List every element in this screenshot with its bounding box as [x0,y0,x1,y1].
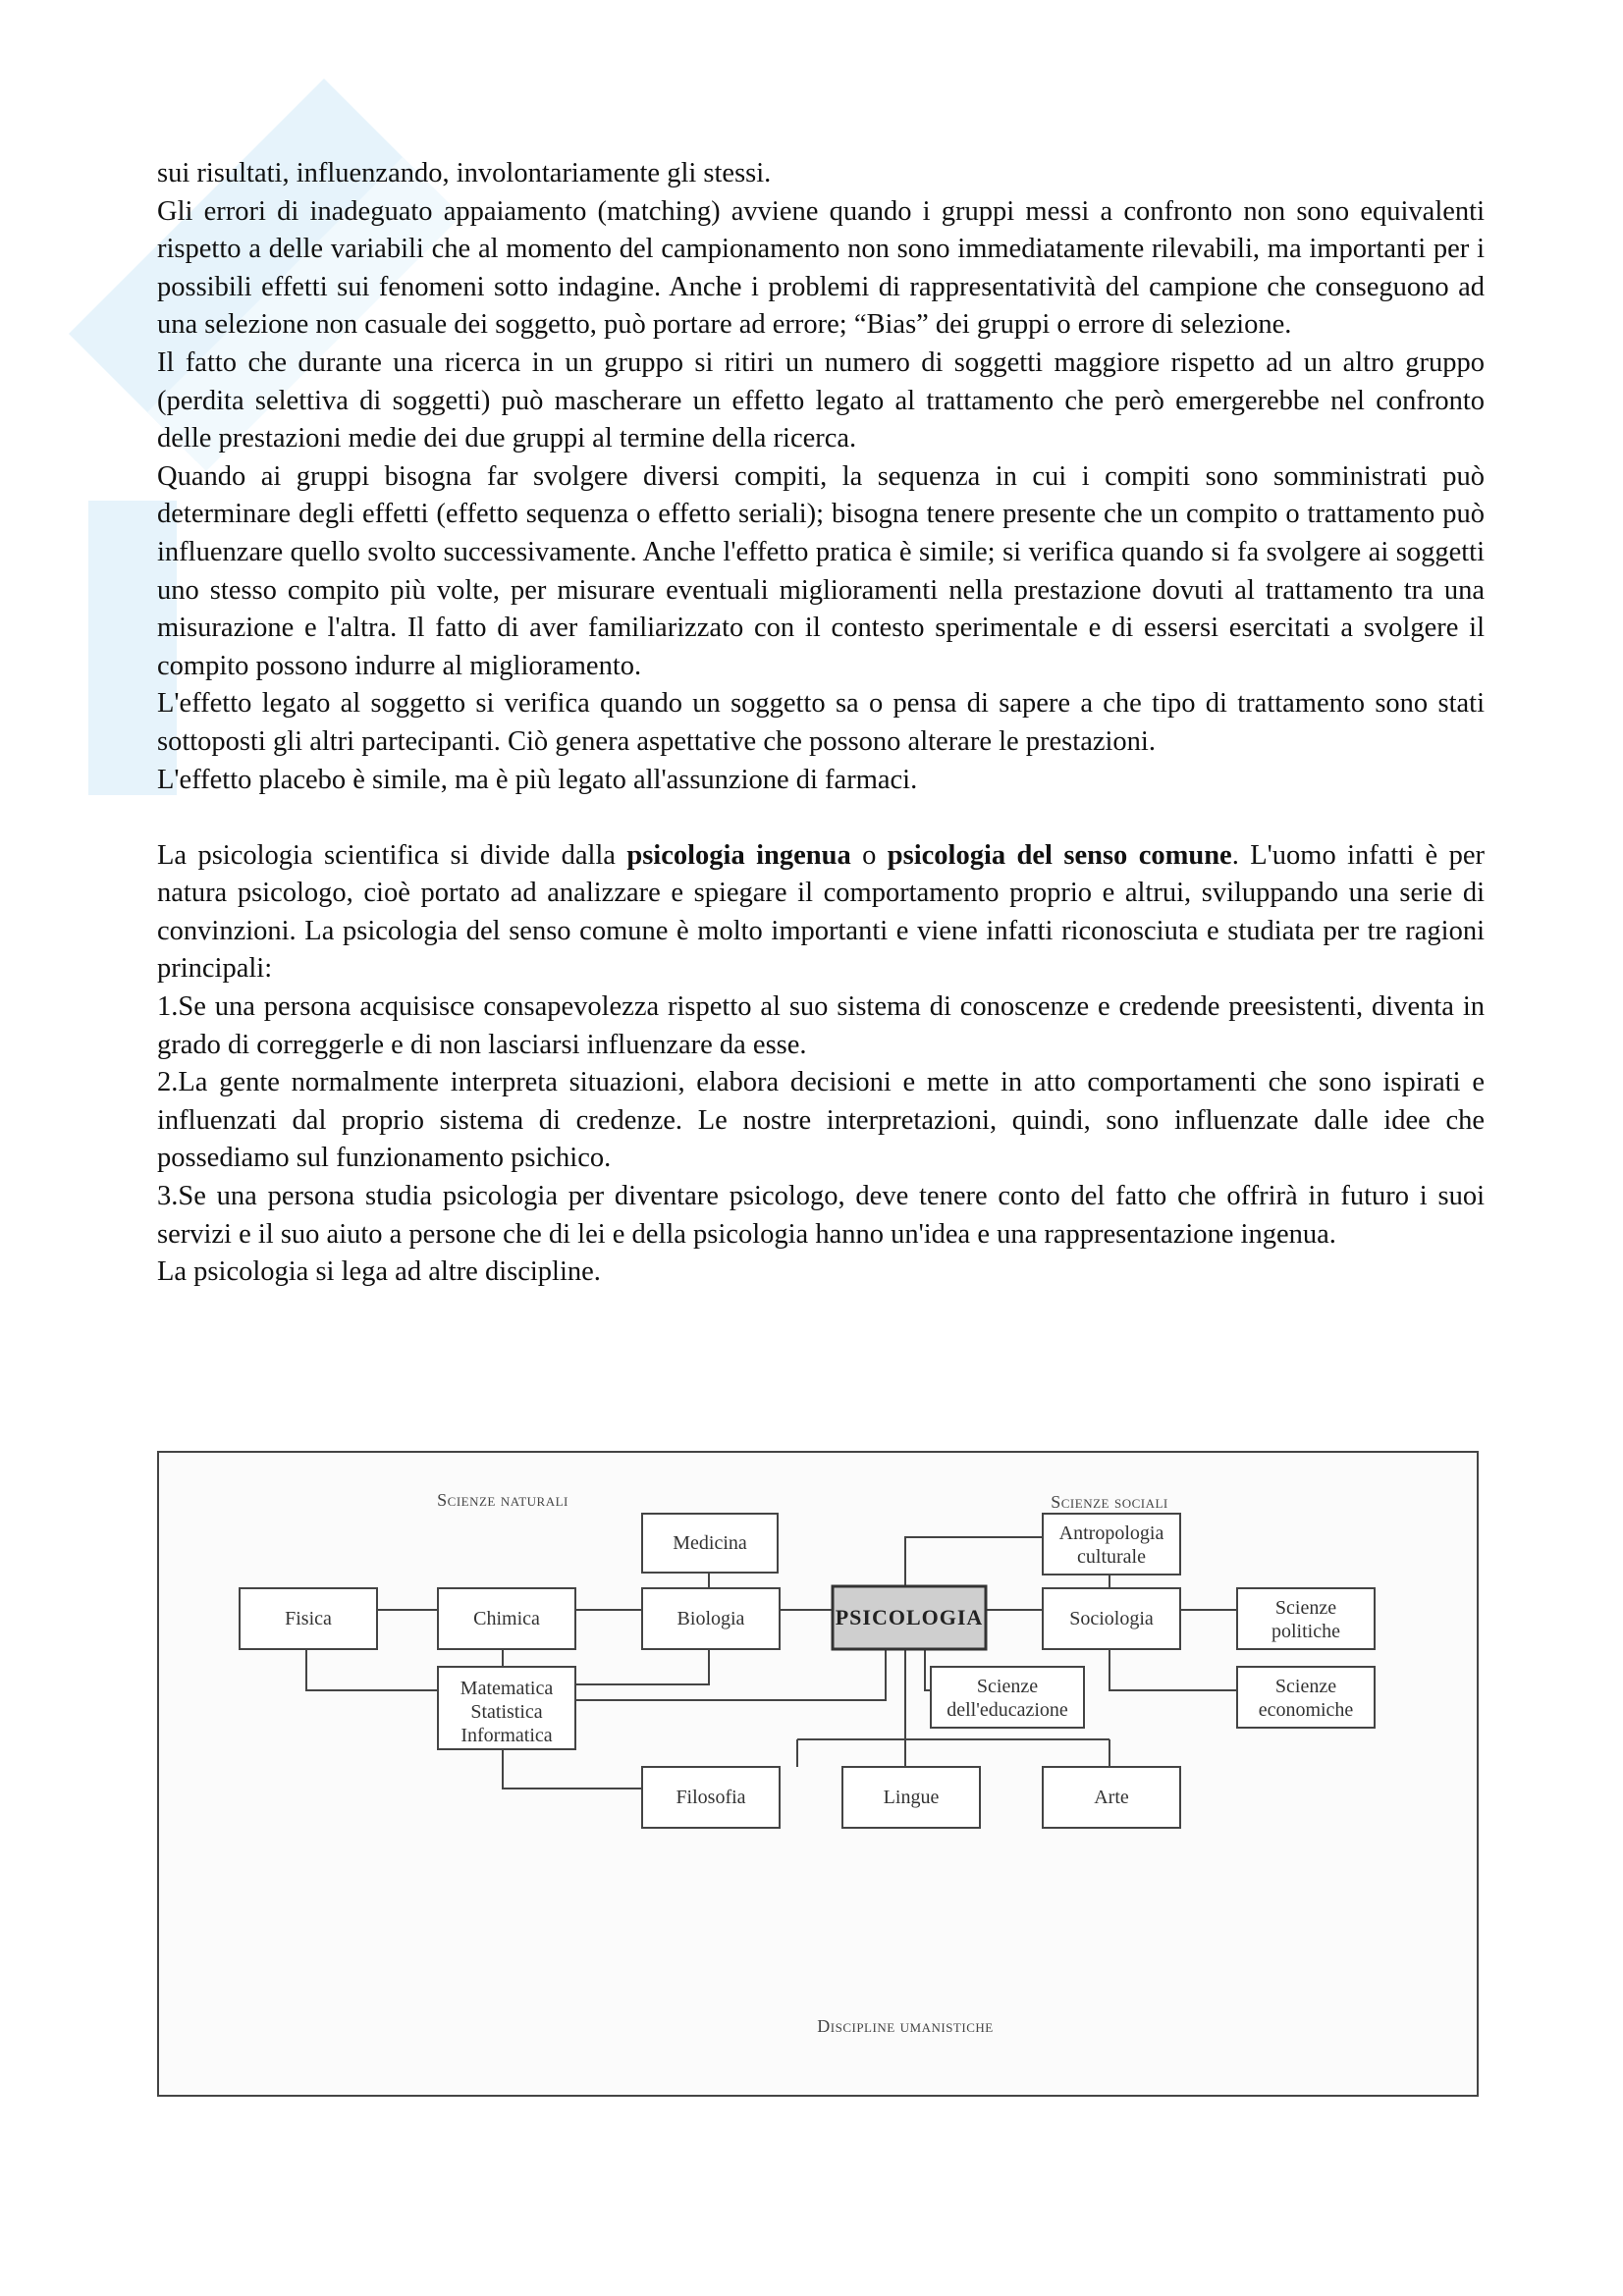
node-label: Scienze [1274,1676,1337,1697]
node-label: Sociologia [1069,1608,1154,1629]
node-sociologia [1043,1588,1180,1649]
paragraph-gap [157,799,1485,837]
node-label: Scienze [1274,1597,1337,1619]
node-label: Antropologia [1058,1522,1164,1544]
psychology-intro-paragraph [157,837,1485,988]
reason-item: 2.La gente normalmente interpreta situazioni, elabora decisioni e mette in atto comportamenti che sono ispirati e influenzati dal proprio sistema di credenze. Le nostre interpretazioni, quindi, sono influenzate dalle idee che possediamo sul funzionamento psichico. [157,1067,1485,1174]
node-label: Arte [1094,1787,1129,1808]
node-label: Lingue [883,1787,940,1808]
node-scienze-politiche [1237,1588,1375,1649]
node-antropologia [1043,1514,1180,1575]
document-body [157,155,1485,1292]
node-label: Matematica [460,1678,554,1699]
node-filosofia [642,1767,780,1828]
node-matematica [438,1667,575,1749]
node-label: Filosofia [676,1787,746,1808]
intro-text: . L'uomo infatti è per natura psicologo, cioè portato ad analizzare e spiegare il comportamento proprio e altrui, sviluppando una serie di convinzioni. La psicologia del senso comune è molto importanti e viene infatti riconosciuta e studiata per tre ragioni principali: [157,839,1486,985]
node-biologia [642,1588,780,1649]
node-medicina [642,1514,778,1573]
edge-psicologia-antropologia [905,1537,1043,1588]
node-label: politiche [1271,1621,1340,1642]
node-scienze-educazione [931,1667,1084,1728]
section-title-social: Scienze sociali [1051,1492,1168,1512]
node-arte [1043,1767,1180,1828]
reason-item: 3.Se una persona studia psicologia per diventare psicologo, deve tenere conto del fatto che offrirà in futuro i suoi servizi e il suo aiuto a persone che di lei e della psicologia hanno un'idea e una rappresentazione ingenua. [157,1181,1485,1250]
paragraph: Il fatto che durante una ricerca in un gruppo si ritiri un numero di soggetti maggiore rispetto ad un altro gruppo (perdita selettiva di soggetti) può mascherare un effetto legato al trattamento che però emergerebbe nel confronto delle prestazioni medie dei due gruppi al termine della ricerca. [157,347,1485,454]
node-label: Statistica [470,1701,543,1723]
diagram-canvas [159,1453,1477,2095]
node-label: PSICOLOGIA [835,1605,984,1629]
paragraph: L'effetto placebo è simile, ma è più legato all'assunzione di farmaci. [157,764,918,795]
bold-term: psicologia del senso comune [887,839,1232,871]
node-label: culturale [1077,1546,1146,1568]
node-label: Informatica [460,1725,553,1746]
node-label: Fisica [285,1608,332,1629]
section-title-humanities: Discipline umanistiche [817,2016,994,2036]
reason-item: 1.Se una persona acquisisce consapevolezza rispetto al suo sistema di conoscenze e credende preesistenti, diventa in grado di correggerle e di non lasciarsi influenzare da esse. [157,991,1485,1060]
node-scienze-economiche [1237,1667,1375,1728]
section-title-natural: Scienze naturali [437,1490,568,1510]
paragraph: L'effetto legato al soggetto si verifica quando un soggetto sa o pensa di sapere a che tipo di trattamento sono stati sottoposti gli altri partecipanti. Ciò genera aspettative che possono alterare le prestazioni. [157,688,1485,757]
node-label: Biologia [676,1608,745,1629]
node-lingue [842,1767,980,1828]
node-fisica [240,1588,377,1649]
closing-sentence: La psicologia si lega ad altre discipline. [157,1256,601,1288]
node-label: Chimica [473,1608,540,1629]
paragraph: sui risultati, influenzando, involontariamente gli stessi. [157,158,772,188]
paragraph: Gli errori di inadeguato appaiamento (matching) avviene quando i gruppi messi a confronto non sono equivalenti rispetto a delle variabili che al momento del campionamento non sono immediatamente rilevabili, ma importanti per i possibili effetti sui fenomeni sotto indagine. Anche i problemi di rappresentatività del campione che conseguono ad una selezione non casuale dei soggetto, può portare ad errore; “Bias” dei gruppi o errore di selezione. [157,195,1485,341]
node-label: dell'educazione [947,1699,1068,1721]
node-label: Medicina [673,1532,747,1554]
intro-text: o [850,839,888,871]
node-label: Scienze [976,1676,1039,1697]
disciplines-diagram [157,1451,1479,2097]
node-label: economiche [1258,1699,1354,1721]
node-chimica [438,1588,575,1649]
node-psicologia [833,1586,986,1649]
bold-term: psicologia ingenua [626,839,851,871]
intro-text: La psicologia scientifica si divide dalla [157,839,627,871]
paragraph: Quando ai gruppi bisogna far svolgere diversi compiti, la sequenza in cui i compiti sono somministrati può determinare degli effetti (effetto sequenza o effetto seriali); bisogna tenere presente che un compito o trattamento può influenzare quello svolto successivamente. Anche l'effetto pratica è simile; si verifica quando si fa svolgere ai soggetti uno stesso compito più volte, per misurare eventuali miglioramenti nella prestazione dovuti al trattamento tra una misurazione e l'altra. Il fatto di aver familiarizzato con il contesto sperimentale e di essersi esercitati a svolgere il compito possono indurre al miglioramento. [157,460,1485,681]
